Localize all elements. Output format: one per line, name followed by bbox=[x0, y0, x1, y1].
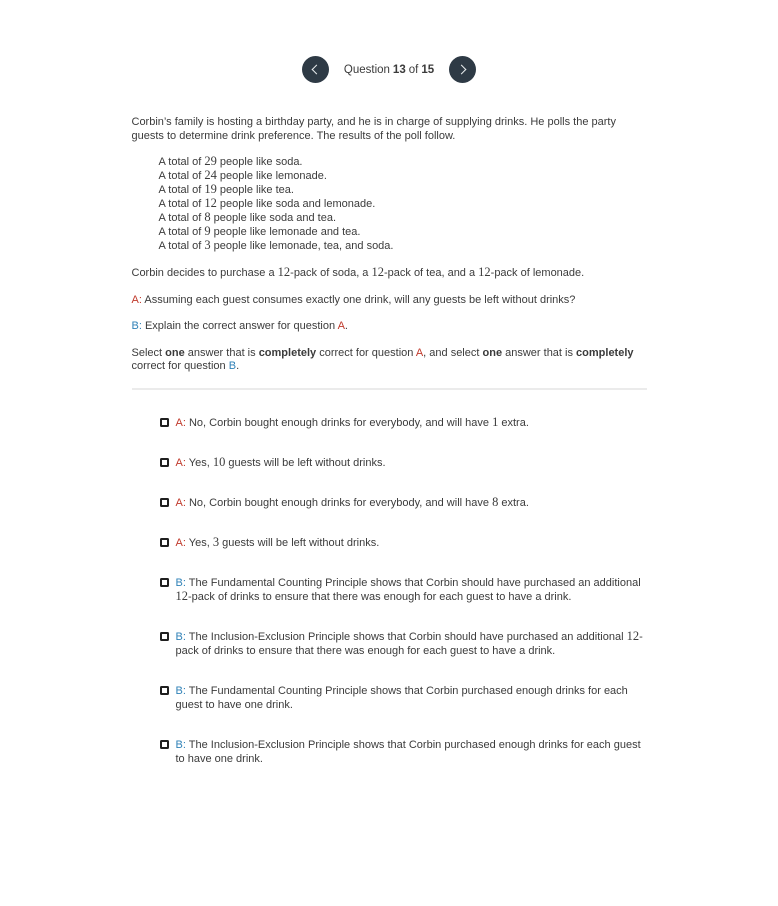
poll-result-item: A total of 29 people like soda. bbox=[158, 154, 303, 168]
question-part-b: B: Explain the correct answer for question A. bbox=[131, 320, 348, 332]
poll-results-list bbox=[132, 155, 647, 253]
answer-checkbox[interactable] bbox=[160, 538, 169, 547]
answer-checkbox[interactable] bbox=[160, 632, 169, 641]
answer-option-text: B: The Inclusion-Exclusion Principle shows that Corbin purchased enough drinks for each guest to have one drink. bbox=[175, 738, 641, 765]
answer-instruction: Select one answer that is completely correct for question A, and select one answer that is completely correct for question B. bbox=[131, 346, 634, 372]
answer-option-text: B: The Fundamental Counting Principle shows that Corbin purchased enough drinks for each guest to have one drink. bbox=[175, 684, 628, 711]
answer-option[interactable] bbox=[160, 576, 647, 604]
question-nav bbox=[0, 0, 778, 83]
answer-option-text: A: Yes, 10 guests will be left without drinks. bbox=[175, 454, 386, 469]
answer-options-list bbox=[132, 416, 647, 766]
answer-checkbox[interactable] bbox=[160, 686, 169, 695]
answer-option[interactable] bbox=[160, 456, 647, 470]
poll-result-item: A total of 8 people like soda and tea. bbox=[158, 210, 336, 224]
answer-option[interactable] bbox=[160, 416, 647, 430]
poll-result-item: A total of 3 people like lemonade, tea, and soda. bbox=[158, 238, 394, 252]
chevron-right-icon bbox=[456, 65, 466, 75]
answer-option[interactable] bbox=[160, 630, 647, 658]
answer-checkbox[interactable] bbox=[160, 418, 169, 427]
answer-checkbox[interactable] bbox=[160, 498, 169, 507]
answer-option[interactable] bbox=[160, 684, 647, 712]
answer-option-text: A: Yes, 3 guests will be left without drinks. bbox=[175, 534, 380, 549]
question-part-a: A: Assuming each guest consumes exactly one drink, will any guests be left without drinks? bbox=[131, 293, 576, 306]
question-counter-prefix: Question bbox=[343, 63, 390, 76]
question-intro: Corbin’s family is hosting a birthday party, and he is in charge of supplying drinks. He polls the party guests to determine drink preference. The results of the poll follow. bbox=[131, 116, 616, 142]
prev-question-button[interactable] bbox=[302, 56, 329, 83]
poll-result-item: A total of 9 people like lemonade and tea. bbox=[158, 224, 361, 238]
question-counter bbox=[344, 64, 434, 76]
answer-checkbox[interactable] bbox=[160, 578, 169, 587]
question-counter-total: 15 bbox=[421, 63, 435, 76]
answer-checkbox[interactable] bbox=[160, 740, 169, 749]
answer-option[interactable] bbox=[160, 536, 647, 550]
poll-result-item: A total of 19 people like tea. bbox=[158, 182, 294, 196]
answer-option-text: B: The Fundamental Counting Principle shows that Corbin should have purchased an additional 12-pack of drinks to ensure that there was enough for each guest to have a drink. bbox=[175, 576, 641, 603]
question-body bbox=[132, 116, 647, 766]
question-counter-separator: of bbox=[408, 63, 419, 76]
answer-option-text: B: The Inclusion-Exclusion Principle shows that Corbin should have purchased an additional 12-pack of drinks to ensure that there was enough for each guest to have a drink. bbox=[175, 628, 643, 657]
answer-checkbox[interactable] bbox=[160, 458, 169, 467]
question-counter-current: 13 bbox=[392, 63, 406, 76]
next-question-button[interactable] bbox=[449, 56, 476, 83]
divider bbox=[132, 388, 647, 390]
poll-result-item: A total of 24 people like lemonade. bbox=[158, 168, 327, 182]
chevron-left-icon bbox=[312, 65, 322, 75]
answer-option-text: A: No, Corbin bought enough drinks for everybody, and will have 8 extra. bbox=[175, 494, 529, 509]
answer-option-text: A: No, Corbin bought enough drinks for everybody, and will have 1 extra. bbox=[175, 414, 529, 429]
answer-option[interactable] bbox=[160, 496, 647, 510]
purchase-statement: Corbin decides to purchase a 12-pack of soda, a 12-pack of tea, and a 12-pack of lemonade. bbox=[131, 265, 585, 279]
answer-option[interactable] bbox=[160, 738, 647, 766]
poll-result-item: A total of 12 people like soda and lemonade. bbox=[158, 196, 376, 210]
